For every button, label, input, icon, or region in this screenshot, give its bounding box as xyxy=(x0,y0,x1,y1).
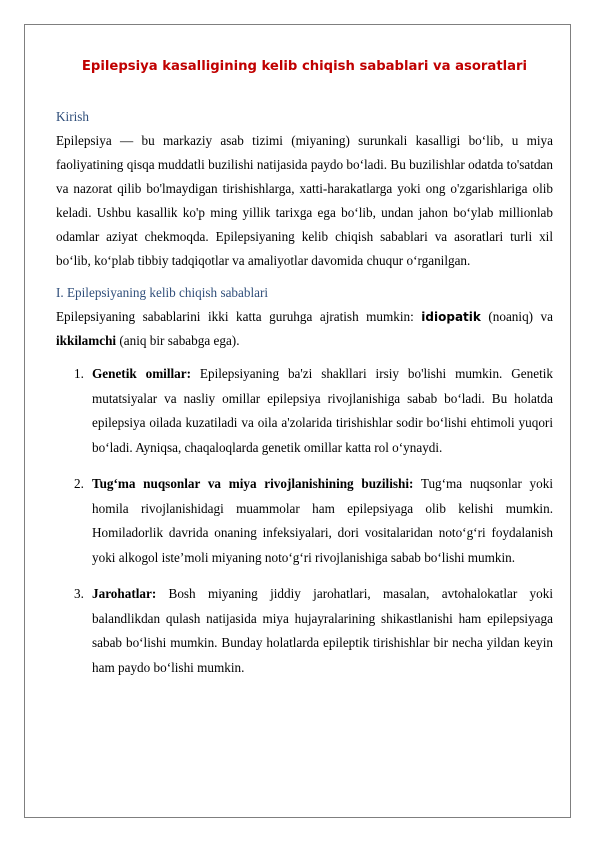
list-item-text: Bosh miyaning jiddiy jarohatlari, masalan, avtohalokatlar yoki balandlikdan qulash natijasida miya hujayralarining shikastlanishi ham epilepsiyaga sabab bo‘lishi mumkin. Bunday holatlarda epileptik tirishishlar bir necha yildan keyin ham paydo bo‘lishi mumkin. xyxy=(92,586,553,675)
list-item xyxy=(56,472,553,570)
document-title: Epilepsiya kasalligining kelib chiqish sabablari va asoratlari xyxy=(81,59,528,74)
term-secondary: ikkilamchi xyxy=(56,333,117,348)
causes-list xyxy=(56,362,553,680)
list-item-number: 3. xyxy=(74,586,84,601)
list-item-title: Genetik omillar: xyxy=(92,366,192,381)
section-intro-between: (noaniq) va xyxy=(480,309,554,324)
list-item-text: Tug‘ma nuqsonlar yoki homila rivojlanishidagi muammolar ham epilepsiyaga olib kelishi mumkin. Homiladorlik davrida onaning infeksiyalari, dori vositalaridan noto‘g‘ri foydalanish yoki alkogol iste’moli miyaning noto‘g‘ri rivojlanishiga sabab bo‘lishi mumkin. xyxy=(92,476,554,565)
list-item-text: Epilepsiyaning ba'zi shakllari irsiy bo'lishi mumkin. Genetik mutatsiyalar va nasliy omillar epilepsiya rivojlanishiga sabab bo‘ladi. Bu holatda epilepsiya oilada kuzatiladi va oila a'zolarida tirishishlar sodir bo‘lishi ehtimoli yuqori bo‘ladi. Ayniqsa, chaqaloqlarda genetik omillar katta rol o‘ynaydi. xyxy=(92,366,553,455)
intro-heading: Kirish xyxy=(56,109,89,124)
document-body xyxy=(56,52,553,692)
section-heading: I. Epilepsiyaning kelib chiqish sabablari xyxy=(56,285,269,300)
list-item xyxy=(56,582,553,680)
section-intro-after: (aniq bir sababga ega). xyxy=(116,333,240,348)
intro-paragraph: Epilepsiya — bu markaziy asab tizimi (miyaning) surunkali kasalligi bo‘lib, u miya faoliyatining qisqa muddatli buzilishi natijasida paydo bo‘ladi. Bu buzilishlar odatda to'satdan va nazorat qilib bo'lmaydigan tirishishlarga, xatti-harakatlarga yoki ong o'zgarishlariga olib keladi. Ushbu kasallik ko'p ming yillik tarixga ega bo‘lib, undan jahon bo‘ylab millionlab odamlar aziyat chekmoqda. Epilepsiyaning kelib chiqish sabablari va asoratlari turli xil bo‘lib, ko‘plab tibbiy tadqiqotlar va amaliyotlar davomida chuqur o‘rganilgan. xyxy=(56,133,553,268)
term-idiopathic: idiopatik xyxy=(421,310,481,324)
section-intro-paragraph xyxy=(56,305,553,353)
section-intro-before: Epilepsiyaning sabablarini ikki katta guruhga ajratish mumkin: xyxy=(56,309,422,324)
list-item-number: 2. xyxy=(74,476,84,491)
list-item-title: Jarohatlar: xyxy=(92,586,157,601)
list-item-title: Tug‘ma nuqsonlar va miya rivojlanishining buzilishi: xyxy=(92,476,414,491)
list-item-number: 1. xyxy=(74,366,84,381)
list-item xyxy=(56,362,553,460)
